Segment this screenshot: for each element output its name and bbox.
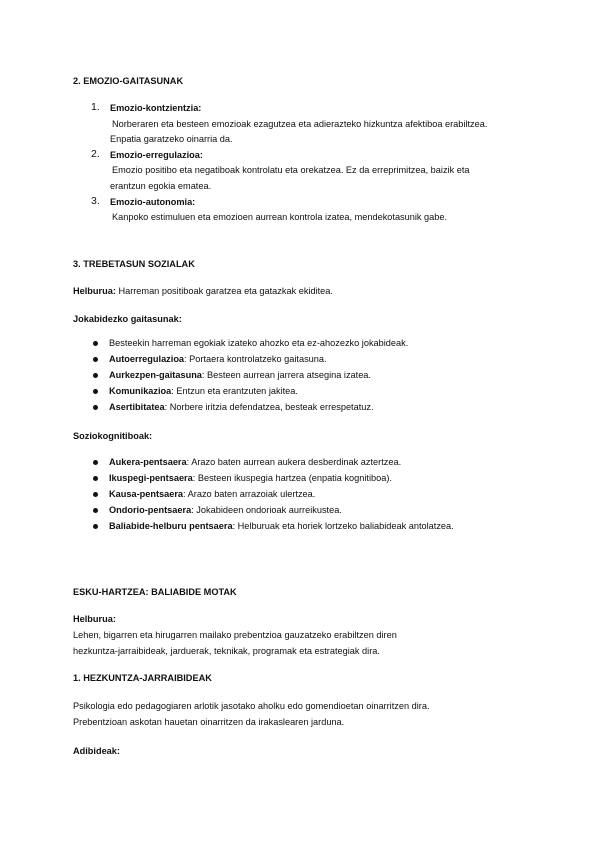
list-item (109, 353, 327, 365)
paragraph-line: Prebentzioan askotan hauetan oinarritzen da irakaslearen jarduna. (73, 717, 345, 727)
list-number: 2. (91, 148, 100, 160)
bullet-icon (93, 508, 98, 513)
goal-label: Helburua: (73, 286, 116, 296)
goal-line (73, 285, 333, 297)
paragraph-line: Psikologia edo pedagogiaren arlotik jasotako aholku edo gomendioetan oinarritzen dira. (73, 701, 430, 711)
list-item-text: Emozio positibo eta negatiboak kontrolatu eta orekatzea. Ez da erreprimitzea, baizik eta (112, 165, 470, 175)
list-item-text: : Entzun eta erantzuten jakitea. (171, 386, 298, 396)
list-item-text: Besteekin harreman egokiak izateko ahozko eta ez-ahozezko jokabideak. (109, 338, 409, 348)
list-number: 3. (91, 195, 100, 207)
list-item (109, 369, 371, 381)
list-item (109, 456, 401, 468)
list-item (109, 385, 298, 397)
list-item-term: Baliabide-helburu pentsaera (109, 521, 233, 531)
list-item-text: : Besteen ikuspegia hartzea (enpatia kognitiboa). (192, 473, 392, 483)
list-item-text: : Jokabideen ondorioak aurreikustea. (191, 505, 342, 515)
list-item-text: : Arazo baten aurrean aukera desberdinak aztertzea. (186, 457, 402, 467)
examples-label: Adibideak: (73, 746, 120, 756)
goal-text: hezkuntza-jarraibideak, jarduerak, teknikak, programak eta estrategiak dira. (73, 646, 380, 656)
goal-text: Harreman positiboak garatzea eta gatazkak ekiditea. (115, 286, 333, 296)
list-item-text: : Besteen aurrean jarrera atsegina izatea. (201, 370, 371, 380)
list-item-term: Komunikazioa (109, 386, 172, 396)
subsection-heading: Jokabidezko gaitasunak: (73, 314, 182, 324)
bullet-icon (93, 357, 98, 362)
list-item (109, 488, 315, 500)
list-item-text: erantzun egokia ematea. (110, 181, 212, 191)
subsection-heading: 1. HEZKUNTZA-JARRAIBIDEAK (73, 673, 212, 683)
subsection-heading: Soziokognitiboak: (73, 431, 153, 441)
section-heading: 3. TREBETASUN SOZIALAK (73, 259, 195, 269)
list-item-term: Asertibitatea (109, 402, 165, 412)
list-item-text: Enpatia garatzeko oinarria da. (110, 134, 233, 144)
list-item (109, 504, 342, 516)
list-item-title: Emozio-kontzientzia: (110, 103, 202, 113)
bullet-icon (93, 524, 98, 529)
list-number: 1. (91, 101, 100, 113)
list-item-text: Kanpoko estimuluen eta emozioen aurrean kontrola izatea, mendekotasunik gabe. (112, 212, 448, 222)
list-item (109, 472, 392, 484)
list-item-term: Aukera-pentsaera (109, 457, 187, 467)
goal-label: Helburua: (73, 614, 116, 624)
bullet-icon (93, 389, 98, 394)
bullet-icon (93, 476, 98, 481)
bullet-icon (93, 405, 98, 410)
goal-text: Lehen, bigarren eta hirugarren mailako prebentzioa gauzatzeko erabiltzen diren (73, 630, 397, 640)
bullet-icon (93, 341, 98, 346)
list-item-text: : Arazo baten arrazoiak ulertzea. (183, 489, 316, 499)
bullet-icon (93, 460, 98, 465)
list-item (109, 520, 454, 532)
list-item-title: Emozio-erregulazioa: (110, 150, 203, 160)
list-item-term: Ikuspegi-pentsaera (109, 473, 193, 483)
list-item-term: Autoerregulazioa (109, 354, 185, 364)
list-item-text: : Norbere iritzia defendatzea, besteak errespetatuz. (164, 402, 374, 412)
bullet-icon (93, 373, 98, 378)
list-item-term: Aurkezpen-gaitasuna (109, 370, 202, 380)
list-item-term: Kausa-pentsaera (109, 489, 184, 499)
list-item-title: Emozio-autonomia: (110, 197, 196, 207)
list-item (109, 401, 374, 413)
list-item-term: Ondorio-pentsaera (109, 505, 192, 515)
section-heading: 2. EMOZIO-GAITASUNAK (73, 76, 184, 86)
list-item-text: : Helburuak eta horiek lortzeko baliabideak antolatzea. (232, 521, 454, 531)
list-item-text: Norberaren eta besteen emozioak ezagutzea eta adierazteko hizkuntza afektiboa erabiltzea. (112, 119, 488, 129)
section-heading: ESKU-HARTZEA: BALIABIDE MOTAK (73, 587, 237, 597)
bullet-icon (93, 492, 98, 497)
list-item (109, 337, 408, 349)
list-item-text: : Portaera kontrolatzeko gaitasuna. (184, 354, 327, 364)
